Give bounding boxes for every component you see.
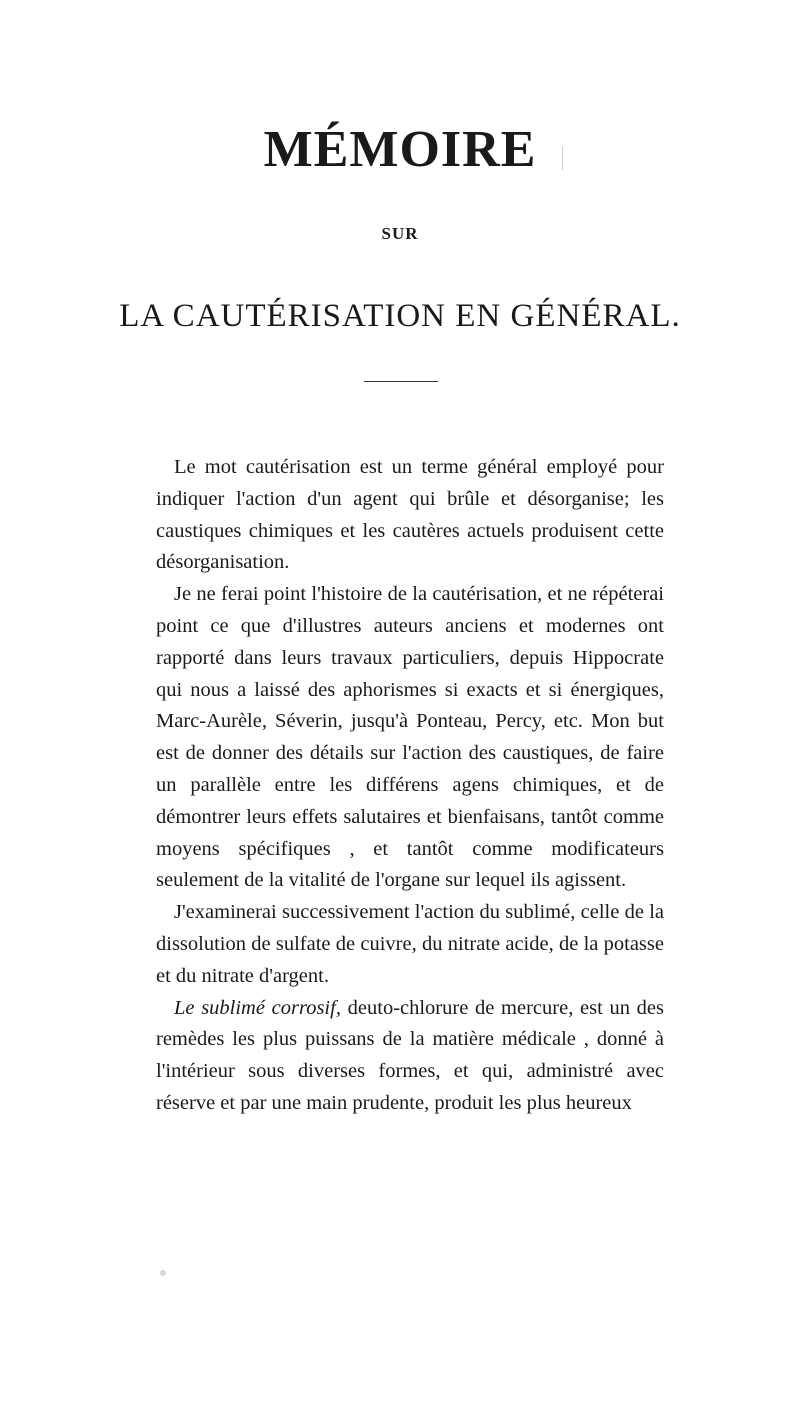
title-connector: SUR (381, 224, 419, 243)
body-text (156, 452, 664, 1120)
scan-speck (160, 1270, 166, 1276)
divider-rule (364, 381, 438, 382)
paragraph (156, 993, 664, 1120)
page-subtitle: LA CAUTÉRISATION EN GÉNÉRAL. (119, 298, 681, 334)
paragraph: Je ne ferai point l'histoire de la cautérisation, et ne répéterai point ce que d'illustres auteurs anciens et modernes ont rapporté dans leurs travaux particuliers, depuis Hippocrate qui nous a laissé des aphorismes si exacts et si énergiques, Marc-Aurèle, Séverin, jusqu'à Ponteau, Percy, etc. Mon but est de donner des détails sur l'action des caustiques, de faire un parallèle entre les différens agens chimiques, et de démontrer leurs effets salutaires et bienfaisans, tantôt comme moyens spécifiques , et tantôt comme modificateurs seulement de la vitalité de l'organe sur lequel ils agissent. (156, 583, 664, 892)
paragraph: Le mot cautérisation est un terme général employé pour indiquer l'action d'un agent qui brûle et désorganise; les caustiques chimiques et les cautères actuels produisent cette désorganisation. (156, 456, 664, 574)
paragraph: J'examinerai successivement l'action du sublimé, celle de la dissolution de sulfate de cuivre, du nitrate acide, de la potasse et du nitrate d'argent. (156, 901, 664, 987)
page-title: MÉMOIRE (263, 121, 537, 178)
paragraph-text: , deuto-chlorure de mercure, est un des remèdes les plus puissans de la matière médicale , donné à l'intérieur sous diverses formes, et qui, administré avec réserve et par une main prudente, produit les plus heureux (156, 996, 664, 1114)
italic-term: Le sublimé corrosif (174, 996, 336, 1019)
